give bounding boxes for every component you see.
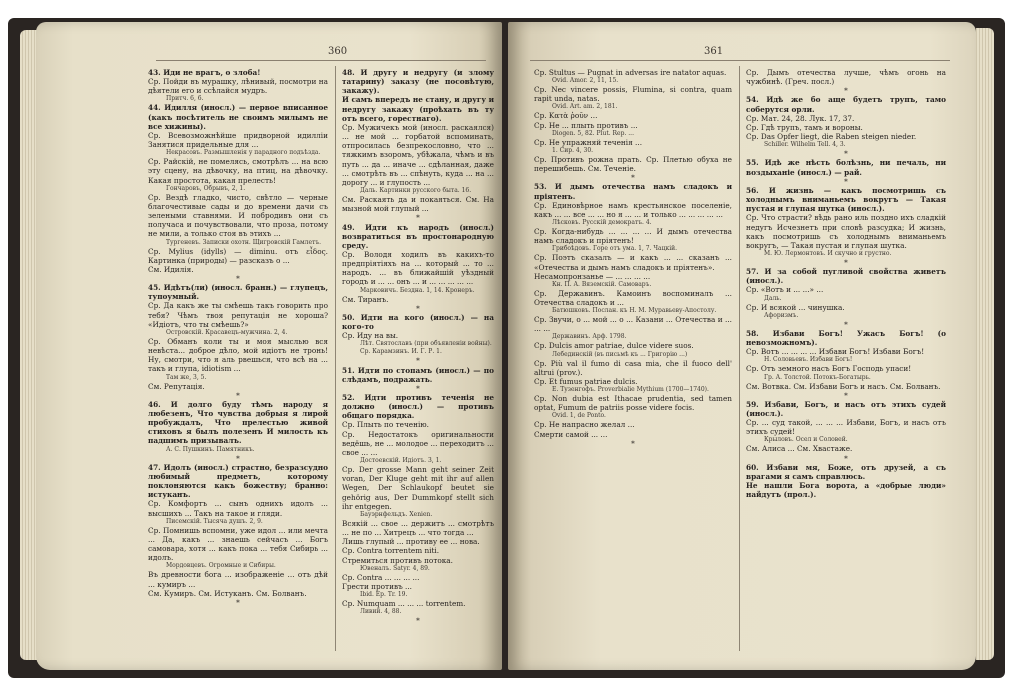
entry-text: Ср. Et fumus patriae dulcis.	[534, 376, 638, 386]
entry-heading: 56. И жизнь — какъ посмотришь съ холоднымъ вниманьемъ вокругъ — Такая пустая и глупая шутка (иносл.).	[746, 185, 946, 214]
entry-text: Ср. Единовѣрное намъ крестьянское поселеніе, какъ ... ... все ... ... но я ... ... и только ... ... ... ... ...	[534, 200, 732, 219]
source-citation: Марковичъ. Бездна. 1, 14. Кронеръ.	[360, 286, 475, 294]
entry-text: Ср. Мужичекъ мой (иносл. раскаялся) ... не мой ... горбатой вспоминать, отпросилась безпрекословно, что ... тяжкимъ взоромъ, убѣжала, чѣмъ и въ путь ... да ... иначе ... сдѣланная, даже ... смотрѣть въ ... спѣнуть, куда ... на ... дорогу ... и глупость ...	[342, 122, 494, 187]
entry-text: Ср. Не напрасно желал ...	[534, 420, 635, 430]
entry-text: Ср. Гдѣ трупъ, тамъ и вороны.	[746, 122, 863, 132]
source-citation: Притч. 6, 6.	[166, 95, 204, 103]
entry-text: Ср. Не упражняй теченія ...	[534, 137, 643, 147]
entry-heading: 58. Избави Богъ! Ужасъ Богъ! (о невозможномъ).	[746, 328, 946, 348]
source-citation: Некрасовъ. Размышленія у парадного подъѣзда.	[166, 149, 321, 157]
source-citation: Батюшковъ. Послан. къ Н. М. Муравьеву-Апостолу.	[552, 307, 717, 315]
entry-text: Ср. Mylius (idylls) — diminu. отъ εἶδος. Картинка (природы) — разсказъ о ...	[148, 246, 328, 265]
source-citation: Ibid. Ep. Tr. 19.	[360, 590, 408, 598]
entry-text: Ср. Дымъ отечества лучше, чѣмъ огонь на чужбинѣ. (Греч. посл.)	[746, 68, 946, 87]
entry-heading: 48. И другу и недругу (и злому татарину) заказу (не посовѣтую, закажу).	[342, 68, 494, 96]
source-citation: А. С. Пушкинъ. Памятникъ.	[166, 445, 255, 453]
entry-text: Ср. Numquam ... ... ... torrentem.	[342, 598, 466, 608]
entry-text: Ср. Помнишь вспомни, уже идол ... или мечта ... Да, какъ ... знаешь сейчасъ ... Богъ самовара, хотя ... какъ пока ... тебя Сибирь ... идолъ.	[148, 525, 328, 563]
entry-separator: *	[631, 438, 635, 448]
entry-separator: *	[416, 303, 420, 313]
entry-text: Ср. ... суд такой, ... ... ... Избави, Богъ, и насъ отъ этихъ судей!	[746, 418, 946, 437]
entry-text: Ср. Державинъ. Камоинъ воспоминалъ ... Отечества сладокъ и ...	[534, 288, 732, 307]
source-citation: Достоевскій. Идіотъ. 3, 1.	[360, 457, 442, 465]
entry-separator: *	[844, 149, 848, 159]
source-citation: 1. Сир. 4, 30.	[552, 146, 594, 154]
right-page-edges	[976, 28, 994, 660]
entry-text: См. Идилія.	[148, 264, 194, 274]
entry-text: Ср. Володя ходилъ въ какихъ-то предпріятіяхъ на ... который ... то ... народъ. ... въ ближайшій уѣздный городъ и ... ... онъ ... и ... ... ... ... ...	[342, 249, 494, 287]
source-citation: Е. Тузенгофъ. Proverbialie Mythium (1700—1740).	[552, 386, 709, 394]
entry-text: Въ древности бога ... изображеніе ... отъ дѣй ... кумиръ ...	[148, 570, 328, 589]
right-page-number: 361	[704, 46, 724, 57]
entry-separator: *	[844, 453, 848, 463]
entry-separator: *	[416, 213, 420, 223]
entry-text: Ср. Когда-нибудь ... ... ... ... И дымъ отечества намъ сладокъ и пріятенъ!	[534, 227, 732, 246]
entry-text: Ср. Der grosse Mann geht seiner Zeit voran, Der Kluge geht mit ihr auf allen Wegen, Der Schlaukopf beutet sie gehörig aus, Der Dummkopf stellt sich ihr entgegen.	[342, 465, 494, 511]
entry-text: Всякій ... свое ... держитъ ... смотрѣтъ ... не по ... Хитрецъ ... что тогда ...	[342, 518, 494, 538]
book	[8, 18, 1005, 678]
entry-separator: *	[416, 356, 420, 366]
entry-text: Ср. Stultus — Pugnat in adversas ire natator aquas.	[534, 68, 727, 77]
entry-text: См. Тиранъ.	[342, 294, 389, 304]
left-page	[36, 22, 502, 670]
source-citation: Державинъ. Арф. 1798.	[552, 333, 627, 341]
entry-heading: 43. Иди не врагъ, о злоба!	[148, 68, 261, 77]
entry-text: Ср. Contra torrentem niti.	[342, 546, 440, 556]
entry-separator: *	[844, 319, 848, 329]
entry-heading: 54. Идѣ же бо аще будетъ трупъ, тамо соберутся орли.	[746, 95, 946, 114]
entry-separator: *	[236, 273, 240, 283]
entry-text: Ср. Недостатокъ оригинальности ведёшь, не ... молодое ... переходитъ ... свое ... ...	[342, 429, 494, 457]
source-citation: Ovid. 1, de Ponto.	[552, 412, 606, 420]
right-column-2	[746, 68, 946, 656]
entry-text: Ср. Обманъ коли ты и моя мыслью вся невѣста... доброе дѣло, мой идіотъ не тронь! Ну, смотри, что я аль рвешься, что всѣ на ... такъ и глупа, idiotism ...	[148, 336, 328, 374]
entry-text: Ср. Κατὰ ῥοῦν ...	[534, 111, 598, 121]
entry-separator: *	[631, 173, 635, 183]
entry-text: Стремиться противъ потока.	[342, 555, 453, 565]
entry-separator: *	[416, 383, 420, 393]
entry-text: Грести противъ ...	[342, 581, 412, 591]
entry-heading: 53. И дымъ отечества намъ сладокъ и пріятенъ.	[534, 182, 732, 201]
entry-text: Ср. Звучи, о ... мой ... о ... Казани ... Отечества и ... ... ...	[534, 315, 732, 334]
source-citation: Diogen. 5, 82. Plut. Rep. ...	[552, 129, 634, 137]
source-citation: Кн. П. А. Вяземскій. Самоваръ.	[552, 280, 652, 288]
entry-text: Ср. Противъ рожна прать. Ср. Плетью обуха не перешибешь. См. Теченіе.	[534, 154, 732, 174]
entry-text: См. Раскаять да и покаяться. См. На мызной мой глупый ...	[342, 195, 494, 214]
entry-heading: 59. Избави, Богъ, и насъ отъ этихъ судей (иносл.).	[746, 399, 946, 418]
entry-heading: 50. Идти на кого (иносл.) — на кого-то	[342, 312, 494, 332]
left-page-number: 360	[328, 46, 348, 57]
right-column-divider	[739, 66, 740, 651]
entry-text: Ср. И всякой ... чинушка.	[746, 302, 845, 312]
source-citation: Мордовцевъ. Огромные и Сибиры.	[166, 562, 276, 570]
entry-heading: 44. Идилля (иносл.) — первое вписанное (какъ посѣтитель не своимъ милымъ не все хижины).	[148, 103, 328, 131]
source-citation: Бауэрнфельдъ. Xenien.	[360, 510, 433, 518]
entry-separator: *	[844, 257, 848, 267]
entry-text: Смерти самой ... ...	[534, 429, 608, 439]
entry-heading: 51. Идти по стопамъ (иносл.) — по слѣдамъ, подражать.	[342, 365, 494, 384]
left-header-rule	[156, 60, 486, 61]
entry-text: Ср. Плыть по теченію.	[342, 420, 429, 430]
source-citation: Там же, 3, 5.	[166, 373, 207, 381]
source-citation: Schiller. Wilhelm Tell. 4, 3.	[764, 141, 846, 149]
source-citation: Грибоѣдовъ. Горе отъ ума. 1, 7. Чацкій.	[552, 245, 678, 253]
source-citation: Ovid. Amor. 2, 11, 15.	[552, 77, 619, 85]
entry-heading: 45. Идѣтъ(ли) (иносл. бранн.) — глупецъ, тупоумный.	[148, 283, 328, 302]
entry-heading: 55. Идѣ же нѣсть болѣзнь, ни печаль, ни воздыханіе (иносл.) — рай.	[746, 158, 946, 177]
source-citation: Н. Соловьевъ. Избави Богъ!	[764, 356, 853, 364]
source-citation: Афоризмъ.	[764, 311, 799, 319]
left-column-divider	[335, 66, 336, 651]
right-page	[508, 22, 976, 670]
source-citation: Гончаровъ, Обрывъ, 2, 1.	[166, 184, 246, 192]
entry-separator: *	[844, 390, 848, 400]
source-citation: М. Ю. Лермонтовъ. И скучно и грустно.	[764, 249, 892, 257]
entry-separator: *	[844, 176, 848, 186]
entry-text: Ср. Да какъ же ты смѣешь такъ говорить про тебя? Чѣмъ твоя репутація не хороша? «Идіотъ, что ты смѣешь?»	[148, 301, 328, 329]
entry-text: Ср. Das Opfer liegt, die Raben steigen nieder.	[746, 132, 917, 142]
entry-text: Ср. Комфортъ ... сынъ однихъ идолъ ... высшихъ ... Такъ на такое и гляди.	[148, 499, 328, 518]
entry-heading: 57. И за собой пугливой свойства живетъ (иносл.).	[746, 267, 946, 286]
source-citation: Лебединскій (въ письмѣ къ ... Григорію ...)	[552, 350, 688, 358]
entry-text: Ср. Поэтъ сказалъ — и какъ ... ... сказанъ ... «Отечества и дымъ намъ сладокъ и пріятенъ».	[534, 253, 732, 272]
entry-text: См. Кумиръ. См. Истуканъ. См. Болванъ.	[148, 588, 307, 598]
source-citation: Ювеналъ. Satyr. 4, 89.	[360, 564, 430, 572]
left-column-2	[342, 68, 494, 656]
entry-heading: 46. И долго буду тѣмъ народу я любезенъ, Что чувства добрыя я лирой пробуждалъ, Что прелестью живой стиховъ я былъ полезенъ И милость къ падшимъ призывалъ.	[148, 399, 328, 446]
entry-heading: 60. Избави мя, Боже, отъ друзей, а съ врагами я самъ справлюсь.	[746, 462, 946, 481]
entry-text: Несамопронзанье — ... ... ... ...	[534, 271, 651, 281]
entry-text: См. Вотвка. См. Избави Богъ и насъ. См. Болванъ.	[746, 381, 941, 391]
entry-text: Ср. Nec vincere possis, Flumina, si contra, quam rapit unda, natas.	[534, 85, 732, 104]
source-citation: Лѣт. Святославъ (при объявленіи войны).	[360, 340, 492, 348]
entry-text: Ср. «Вотъ и ... ...» ...	[746, 285, 824, 295]
source-citation: Ср. Карамзинъ. И. Г. Р. 1.	[360, 348, 442, 356]
entry-text: Ср. Иду на вы.	[342, 331, 399, 341]
left-column-1	[148, 68, 328, 656]
entry-text: Ср. Райскій, не помелясь, смотрѣлъ ... на всю эту сцену, на дѣвочку, на птиц, на дѣвочку. Какая простота, какая прелесть!	[148, 157, 328, 185]
entry-heading: 49. Идти къ народъ (иносл.) возвратиться въ простонародную среду.	[342, 222, 494, 250]
entry-text: Ср. Contra ... ... ... ...	[342, 572, 420, 582]
entry-heading: 52. Идти противъ теченія не должно (иносл.) — противъ общаго порядка.	[342, 393, 494, 421]
entry-text: Ср. Вездѣ гладко, чисто, свѣтло — черные благочестивые сады и до времени дачи съ зелеными ставнями. И побродивъ они съ получаса и почувствовали, что проза, потому не мили, а только стоя въ этихъ ...	[148, 192, 328, 239]
source-citation: Даль.	[764, 294, 782, 302]
entry-text: Ср. Не ... плыть противъ ...	[534, 120, 638, 130]
entry-text: Ср. Вотъ ... ... ... ... Избави Богъ! Избави Богъ!	[746, 347, 925, 357]
entry-separator: *	[236, 597, 240, 607]
entry-text: См. Алиса ... См. Хвастаже.	[746, 444, 853, 454]
entry-text: Лишь глупый ... противу ее ... нова.	[342, 537, 480, 547]
right-header-rule	[530, 60, 950, 61]
entry-heading: Не нашли Бога ворота, а «добрые люди» найдутъ (прол.).	[746, 481, 946, 500]
entry-separator: *	[236, 453, 240, 463]
entry-text: Ср. Отъ земного насъ Богъ Господь упаси!	[746, 364, 912, 374]
entry-text: Ср. Пойди въ мурашку, лѣнивый, посмотри на дѣятели его и ссѣлайся мудръ.	[148, 77, 328, 96]
entry-text: Ср. Что страсти? вѣдь рано иль поздно ихъ сладкій недугъ Исчезнетъ при словѣ разсудка; И жизнь, какъ посмотришь съ холоднымъ вниманьемъ вокругъ, — Такая пустая и глупая шутка.	[746, 213, 946, 250]
entry-heading: 47. Идолъ (иносл.) страстно, безразсудно любимый предметъ, которому поклоняются какъ божеству; бранно: истуканъ.	[148, 462, 328, 500]
entry-text: Ср. Più val il fumo di casa mia, che il fuoco dell' altrui (prov.).	[534, 358, 732, 377]
entry-text: Ср. Dulcis amor patriae, dulce videre suos.	[534, 341, 694, 351]
source-citation: Лѣсковъ. Русскій демократъ. 4.	[552, 219, 652, 227]
entry-separator: *	[416, 616, 420, 626]
source-citation: Крыловъ. Осел и Соловей.	[764, 436, 848, 444]
entry-text: Ср. Non dubia est Ithacae prudentia, sed tamen optat, Fumum de patriis posse videre focis.	[534, 394, 732, 413]
entry-text: Ср. Мат. 24, 28. Лук. 17, 37.	[746, 113, 855, 123]
entry-text: См. Репутація.	[148, 381, 205, 391]
entry-heading: И самъ впередъ не стану, и другу и недругу закажу (проѣхать въ ту отъ всего, горестнаго).	[342, 95, 494, 123]
entry-separator: *	[236, 390, 240, 400]
source-citation: Островскій. Красавецъ-мужчина. 2, 4.	[166, 328, 288, 336]
source-citation: Писемскій. Тысяча душъ. 2, 9.	[166, 517, 263, 525]
source-citation: Гр. А. Толстой. Потокъ-Богатырь.	[764, 373, 871, 381]
source-citation: Тургеневъ. Записки охотн. Щигровскій Гамлетъ.	[166, 238, 322, 246]
source-citation: Даль. Картинки русского быта. 16.	[360, 187, 472, 195]
source-citation: Ливий. 4, 88.	[360, 608, 402, 616]
entry-text: Ср. Всевозможнѣйше придворной идилліи Занятися придельные для ...	[148, 130, 328, 150]
entry-separator: *	[844, 86, 848, 96]
source-citation: Ovid. Art. am. 2, 181.	[552, 103, 618, 111]
right-column-1	[534, 68, 732, 656]
